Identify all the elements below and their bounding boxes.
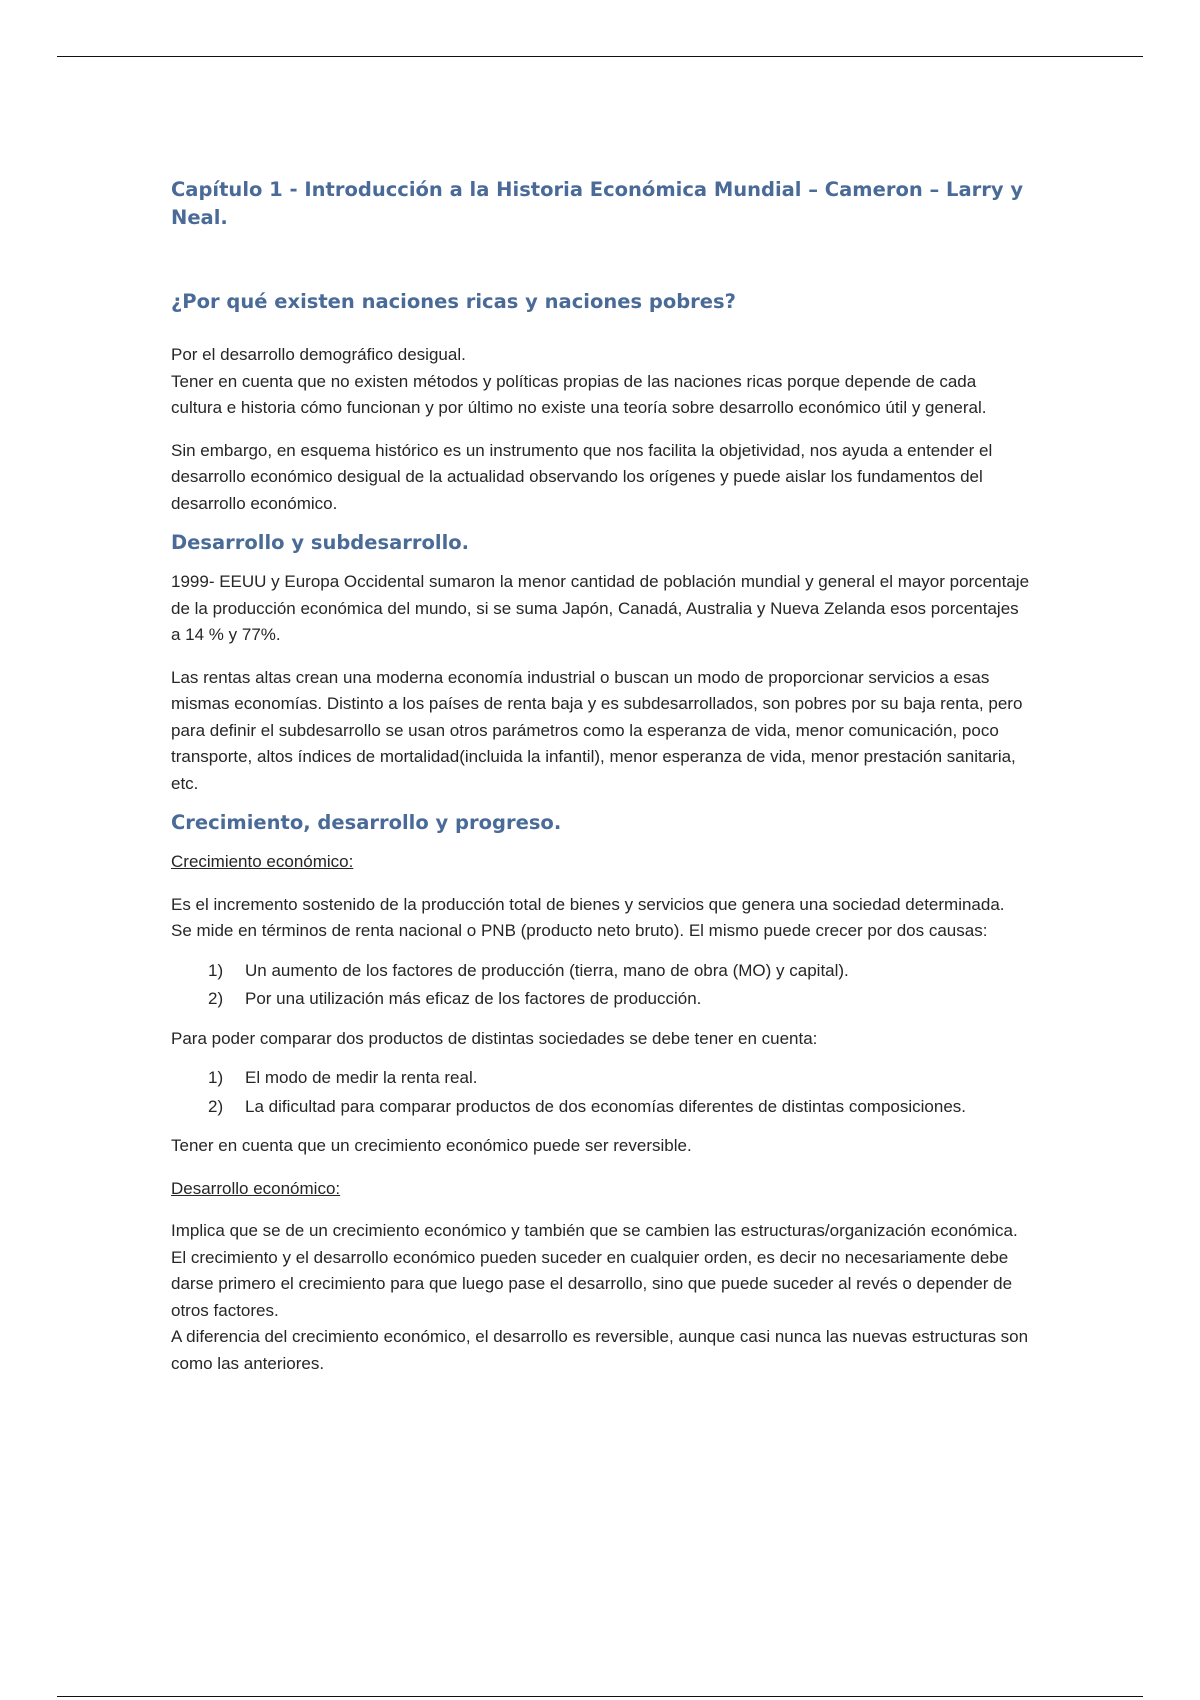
paragraph: Implica que se de un crecimiento económico y también que se cambien las estructuras/organización económica. bbox=[171, 1221, 1018, 1240]
list-item bbox=[171, 1064, 1031, 1093]
causes-list bbox=[171, 957, 1031, 1014]
comparison-list bbox=[171, 1064, 1031, 1121]
document-body bbox=[171, 176, 1031, 1377]
subheading-crecimiento-economico: Crecimiento económico: bbox=[171, 852, 354, 871]
paragraph: Para poder comparar dos productos de distintas sociedades se debe tener en cuenta: bbox=[171, 1028, 818, 1048]
paragraph: Las rentas altas crean una moderna economía industrial o buscan un modo de proporcionar servicios a esas mismas economías. Distinto a los países de renta baja y es subdesarrollados, son pobres por su baja renta, pero para definir el subdesarrollo se usan otros parámetros como la esperanza de vida, menor comunicación, poco transporte, altos índices de mortalidad(incluida la infantil), menor esperanza de vida, menor prestación sanitaria, etc. bbox=[171, 667, 1023, 793]
section-heading-crecimiento: Crecimiento, desarrollo y progreso. bbox=[171, 811, 562, 834]
paragraph: Tener en cuenta que no existen métodos y políticas propias de las naciones ricas porque depende de cada cultura e historia cómo funcionan y por último no existe una teoría sobre desarrollo económico útil y general. bbox=[171, 371, 987, 417]
paragraph: A diferencia del crecimiento económico, el desarrollo es reversible, aunque casi nunca las nuevas estructuras son como las anteriores. bbox=[171, 1327, 1029, 1373]
paragraph: Por el desarrollo demográfico desigual. bbox=[171, 345, 466, 364]
list-text: Por una utilización más eficaz de los factores de producción. bbox=[245, 989, 702, 1008]
list-item bbox=[171, 957, 1031, 986]
list-item bbox=[171, 1093, 1031, 1122]
list-text: Un aumento de los factores de producción (tierra, mano de obra (MO) y capital). bbox=[245, 960, 849, 980]
subheading-desarrollo-economico: Desarrollo económico: bbox=[171, 1178, 341, 1198]
list-number: 2) bbox=[208, 1096, 224, 1116]
paragraph: Es el incremento sostenido de la producción total de bienes y servicios que genera una sociedad determinada. bbox=[171, 894, 1005, 914]
section-heading-desarrollo: Desarrollo y subdesarrollo. bbox=[171, 531, 470, 554]
list-item bbox=[171, 985, 1031, 1014]
document-title: Capítulo 1 - Introducción a la Historia Económica Mundial – Cameron – Larry y Neal. bbox=[171, 178, 1024, 229]
list-text: La dificultad para comparar productos de dos economías diferentes de distintas composiciones. bbox=[245, 1096, 967, 1116]
paragraph: Sin embargo, en esquema histórico es un instrumento que nos facilita la objetividad, nos ayuda a entender el desarrollo económico desigual de la actualidad observando los orígenes y puede aislar los fundamentos del desarrollo económico. bbox=[171, 440, 993, 513]
paragraph: Se mide en términos de renta nacional o PNB (producto neto bruto). El mismo puede crecer por dos causas: bbox=[171, 921, 988, 940]
paragraph: El crecimiento y el desarrollo económico pueden suceder en cualquier orden, es decir no necesariamente debe darse primero el crecimiento para que luego pase el desarrollo, sino que puede suceder al revés o depender de otros factores. bbox=[171, 1247, 1013, 1320]
list-number: 2) bbox=[208, 989, 224, 1008]
paragraph: Tener en cuenta que un crecimiento económico puede ser reversible. bbox=[171, 1136, 692, 1155]
list-number: 1) bbox=[208, 960, 224, 980]
header-rule bbox=[57, 56, 1143, 57]
paragraph: 1999- EEUU y Europa Occidental sumaron la menor cantidad de población mundial y general el mayor porcentaje de la producción económica del mundo, si se suma Japón, Canadá, Australia y Nueva Zelanda esos porcentajes a 14 % y 77%. bbox=[171, 572, 1030, 644]
footer-rule bbox=[57, 1696, 1143, 1697]
list-text: El modo de medir la renta real. bbox=[245, 1068, 478, 1087]
list-number: 1) bbox=[208, 1068, 224, 1087]
section-heading-naciones: ¿Por qué existen naciones ricas y naciones pobres? bbox=[171, 290, 736, 313]
